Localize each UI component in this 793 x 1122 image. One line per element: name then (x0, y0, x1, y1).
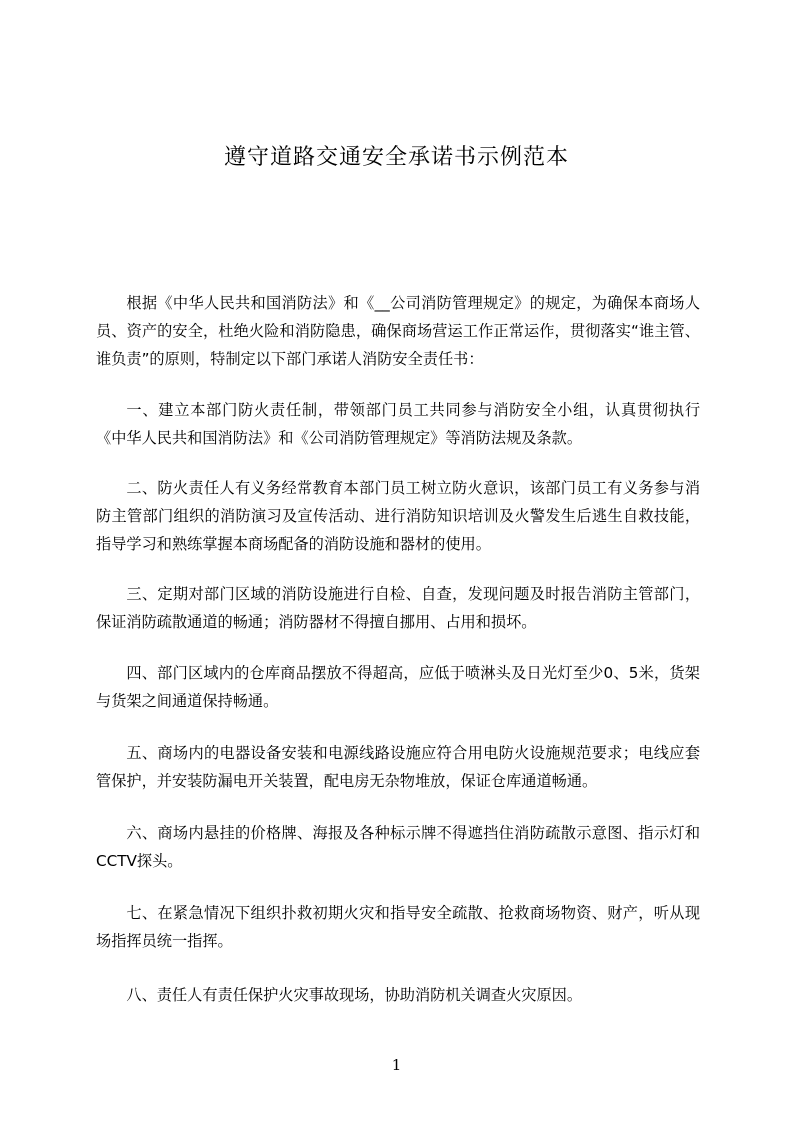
intro-paragraph: 根据《中华人民共和国消防法》和《__公司消防管理规定》的规定，为确保本商场人员、资产的安全，杜绝火险和消防隐患，确保商场营运工作正常运作，贯彻落实“谁主管、谁负责”的原则，特制定以下部门承诺人消防安全责任书： (96, 294, 700, 368)
clause-7-paragraph: 七、在紧急情况下组织扑救初期火灾和指导安全疏散、抢救商场物资、财产，听从现场指挥员统一指挥。 (96, 904, 700, 950)
clause-1-paragraph: 一、建立本部门防火责任制，带领部门员工共同参与消防安全小组，认真贯彻执行《中华人民共和国消防法》和《公司消防管理规定》等消防法规及条款。 (96, 401, 700, 447)
clause-6-paragraph: 六、商场内悬挂的价格牌、海报及各种标示牌不得遮挡住消防疏散示意图、指示灯和CCTV探头。 (96, 824, 700, 870)
clause-2-paragraph: 二、防火责任人有义务经常教育本部门员工树立防火意识，该部门员工有义务参与消防主管部门组织的消防演习及宣传活动、进行消防知识培训及火警发生后逃生自救技能，指导学习和熟练掌握本商场配备的消防设施和器材的使用。 (96, 479, 700, 553)
clause-5-paragraph: 五、商场内的电器设备安装和电源线路设施应符合用电防火设施规范要求；电线应套管保护，并安装防漏电开关装置，配电房无杂物堆放，保证仓库通道畅通。 (96, 744, 700, 790)
clause-8-paragraph: 八、责任人有责任保护火灾事故现场，协助消防机关调查火灾原因。 (126, 986, 583, 1004)
clause-3-paragraph: 三、定期对部门区域的消防设施进行自检、自查，发现问题及时报告消防主管部门，保证消防疏散通道的畅通；消防器材不得擅自挪用、占用和损坏。 (96, 585, 700, 631)
document-title: 遵守道路交通安全承诺书示例范本 (223, 145, 569, 170)
clause-4-paragraph: 四、部门区域内的仓库商品摆放不得超高，应低于喷淋头及日光灯至少0、5米，货架与货架之间通道保持畅通。 (96, 664, 700, 710)
page-number: 1 (391, 1056, 402, 1074)
